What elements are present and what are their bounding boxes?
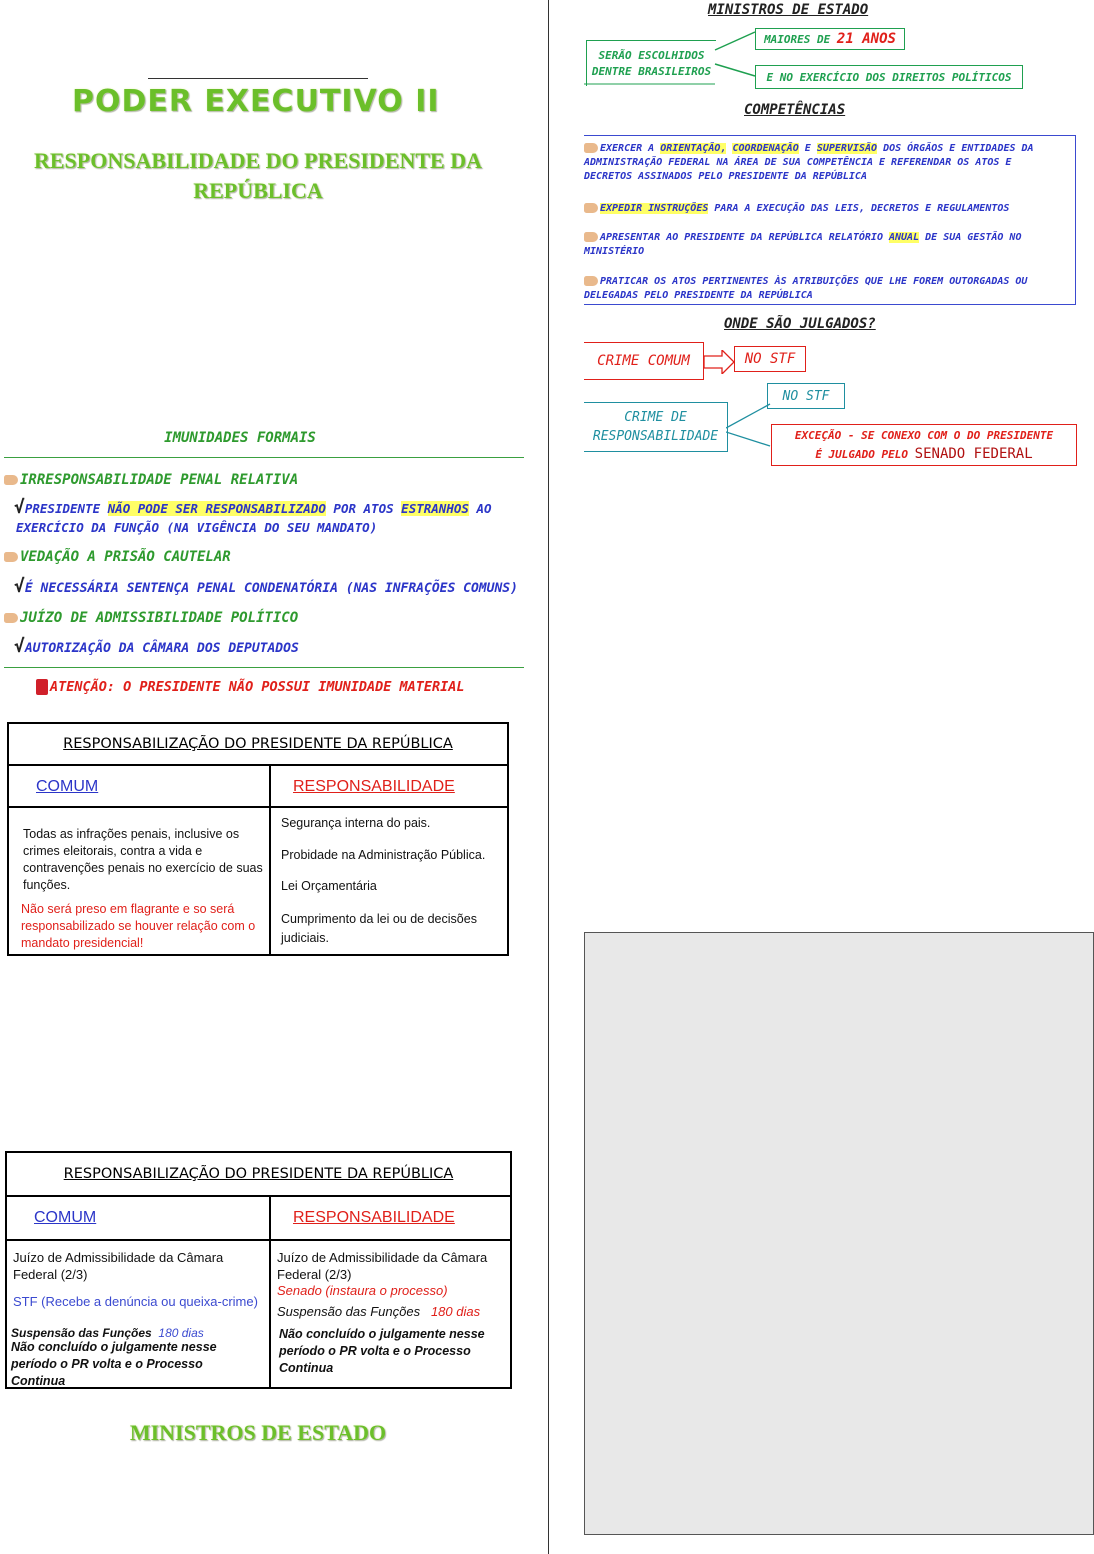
table2-comum-a: Juízo de Admissibilidade da Câmara Federal (2/3) (13, 1250, 224, 1282)
table2-resp-c-label: Suspensão das Funções (277, 1304, 421, 1319)
item1-b: POR ATOS (333, 501, 394, 516)
table2-title: RESPONSABILIZAÇÃO DO PRESIDENTE DA REPÚBLICA (63, 1166, 454, 1182)
maiores-box (755, 28, 905, 50)
table2-col1-header (5, 1195, 271, 1241)
competencia-1 (584, 142, 1064, 184)
no-stf-box-2: NO STF (767, 383, 845, 409)
julgados-heading: ONDE SÃO JULGADOS? (724, 316, 876, 332)
imunidades-heading: IMUNIDADES FORMAIS (164, 430, 316, 446)
table1-title: RESPONSABILIZAÇÃO DO PRESIDENTE DA REPÚBLICA (63, 736, 453, 752)
item1-a: PRESIDENTE (24, 501, 101, 516)
table1-resp-item: Segurança interna do pais. (281, 816, 431, 830)
excecao-line2 (772, 445, 1076, 464)
table2-comum-c-days: 180 dias (158, 1326, 204, 1340)
competencia-2 (584, 202, 1064, 216)
comp1-hl1: ORIENTAÇÃO, (660, 143, 727, 154)
comp1-hl3: SUPERVISÃO (816, 143, 878, 154)
column-divider (548, 0, 549, 1554)
pointing-hand-icon (4, 475, 18, 485)
table2-resp-a: Juízo de Admissibilidade da Câmara Federal (2/3) (277, 1250, 488, 1282)
comp1-a: EXERCER A (600, 143, 655, 154)
no-stf-box-1: NO STF (734, 346, 806, 372)
imunidade-item-2-label: VEDAÇÃO A PRISÃO CAUTELAR (20, 549, 231, 565)
check-icon: √ (14, 576, 25, 597)
table2-resp-cell (269, 1239, 512, 1389)
competencias-box (584, 135, 1076, 305)
table2-comum-d: Não concluído o julgamente nesse período o PR volta e o Processo Continua (11, 1340, 217, 1388)
maiores-value: 21 ANOS (836, 31, 896, 47)
imunidade-item-1-label: IRRESPONSABILIDADE PENAL RELATIVA (20, 472, 299, 488)
ministros-heading: MINISTROS DE ESTADO (708, 2, 869, 18)
table2-resp-d: Não concluído o julgamente nesse período o PR volta e o Processo Continua (279, 1327, 485, 1375)
comp1-b: E (804, 143, 811, 154)
competencias-heading: COMPETÊNCIAS (744, 102, 846, 118)
item1-highlight-1: NÃO PODE SER RESPONSABILIZADO (107, 501, 326, 516)
page-title: PODER EXECUTIVO II (72, 84, 440, 119)
table2-comum-b: STF (Recebe a denúncia ou queixa-crime) (13, 1294, 258, 1309)
excecao-line1: EXCEÇÃO - SE CONEXO COM O DO PRESIDENTE (794, 429, 1054, 442)
imunidade-item-3-label: JUÍZO DE ADMISSIBILIDADE POLÍTICO (20, 610, 299, 626)
table1-col1-header (7, 764, 271, 808)
table1-col2-header (269, 764, 509, 808)
table2-resp-c-days: 180 dias (430, 1304, 481, 1319)
arrow-right-icon (704, 350, 736, 374)
pointing-hand-icon (4, 552, 18, 562)
imunidade-item-2-text (14, 576, 518, 597)
table2-comum-cell (5, 1239, 271, 1389)
imunidade-item-1-text (14, 498, 524, 537)
pointing-hand-icon (4, 613, 18, 623)
table1-resp-item: Probidade na Administração Pública. (281, 848, 486, 862)
item2-text: É NECESSÁRIA SENTENÇA PENAL CONDENATÓRIA (NAS INFRAÇÕES COMUNS) (24, 581, 518, 596)
table1-comum-red: Não será preso em flagrante e so será responsabilizado se houver relação com o mandato presidencial! (21, 902, 256, 950)
table1-resp-item: Lei Orçamentária (281, 879, 377, 893)
comp3-hl: ANUAL (889, 232, 920, 243)
table2-title-cell (5, 1151, 512, 1197)
excecao-label: É JULGADO PELO (815, 448, 909, 461)
table1-comum-text: Todas as infrações penais, inclusive os crimes eleitorais, contra a vida e contravenções penais no exercício de suas funções. (23, 827, 263, 892)
section-title-line2: REPÚBLICA (193, 178, 323, 203)
comp1-hl2: COORDENAÇÃO (732, 143, 799, 154)
crime-comum-box: CRIME COMUM (584, 342, 704, 380)
title-rule (148, 78, 368, 79)
excecao-box (771, 424, 1077, 466)
crime-resp-box: CRIME DE RESPONSABILIDADE (584, 402, 728, 452)
section-title (0, 146, 516, 206)
competencia-3 (584, 231, 1064, 259)
warning-text: ATENÇÃO: O PRESIDENTE NÃO POSSUI IMUNIDADE MATERIAL (50, 679, 465, 695)
imunidades-top-rule (4, 457, 524, 458)
imunidade-item-3-text (14, 636, 299, 657)
grey-placeholder-box (584, 932, 1094, 1535)
comp1-c: DOS ÓRGÃOS E ENTIDADES DA ADMINISTRAÇÃO FEDERAL NA ÁREA DE SUA COMPETÊNCIA E REFERENDAR OS ATOS E DECRETOS ASSINADOS PELO PRESIDENTE DA REPÚBLICA (584, 143, 1034, 182)
table2-comum-c (11, 1326, 261, 1340)
imunidade-item-1-title (4, 472, 298, 488)
imunidades-bottom-rule (4, 667, 524, 668)
table2-comum-c-label: Suspensão das Funções (11, 1326, 152, 1340)
warning-note (36, 679, 465, 695)
table1-title-cell (7, 722, 509, 766)
table2-col2-label: RESPONSABILIDADE (293, 1209, 455, 1226)
competencia-4 (584, 275, 1064, 303)
table1-col2-label: RESPONSABILIDADE (293, 778, 455, 795)
check-icon: √ (14, 497, 25, 518)
table1-resp-cell (269, 806, 509, 956)
comp3-a: APRESENTAR AO PRESIDENTE DA REPÚBLICA RELATÓRIO (600, 232, 883, 243)
item1-highlight-2: ESTRANHOS (401, 501, 469, 516)
ministros-title: MINISTROS DE ESTADO (129, 1420, 387, 1445)
table1-resp-item: Cumprimento da lei ou de decisões judiciais. (281, 912, 477, 945)
table2-resp-c (277, 1304, 509, 1319)
alert-icon (36, 679, 48, 695)
resp-connectors (726, 400, 776, 460)
comp2-b: PARA A EXECUÇÃO DAS LEIS, DECRETOS E REGULAMENTOS (714, 203, 1010, 214)
comp3-b: DE SUA GESTÃO NO MINISTÉRIO (584, 232, 1022, 257)
section-title-line1: RESPONSABILIDADE DO PRESIDENTE DA (33, 148, 483, 173)
item1-c: AO (476, 501, 492, 516)
table1-col1-label: COMUM (36, 778, 99, 795)
table2-resp-b: Senado (instaura o processo) (277, 1283, 448, 1298)
check-icon: √ (14, 636, 25, 657)
item3-text: AUTORIZAÇÃO DA CÂMARA DOS DEPUTADOS (24, 641, 299, 656)
pointing-hand-icon (584, 276, 598, 286)
maiores-label: MAIORES DE (764, 32, 831, 46)
table2-col1-label: COMUM (34, 1209, 97, 1226)
table2-col2-header (269, 1195, 512, 1241)
imunidade-item-3-title (4, 610, 298, 626)
comp4-text: PRATICAR OS ATOS PERTINENTES ÀS ATRIBUIÇÕES QUE LHE FOREM OUTORGADAS OU DELEGADAS PELO PRESIDENTE DA REPÚBLICA (584, 276, 1028, 301)
table1-comum-cell (7, 806, 271, 956)
comp2-hl: EXPEDIR INSTRUÇÕES (600, 203, 709, 214)
exercicio-box: E NO EXERCÍCIO DOS DIREITOS POLÍTICOS (755, 65, 1023, 89)
item1-line2: EXERCÍCIO DA FUNÇÃO (NA VIGÊNCIA DO SEU MANDATO) (16, 520, 378, 535)
escolhidos-box: SERÃO ESCOLHIDOS DENTRE BRASILEIROS (586, 40, 716, 86)
pointing-hand-icon (584, 203, 598, 213)
imunidade-item-2-title (4, 549, 231, 565)
excecao-senado: SENADO FEDERAL (914, 446, 1033, 462)
pointing-hand-icon (584, 232, 598, 242)
pointing-hand-icon (584, 143, 598, 153)
